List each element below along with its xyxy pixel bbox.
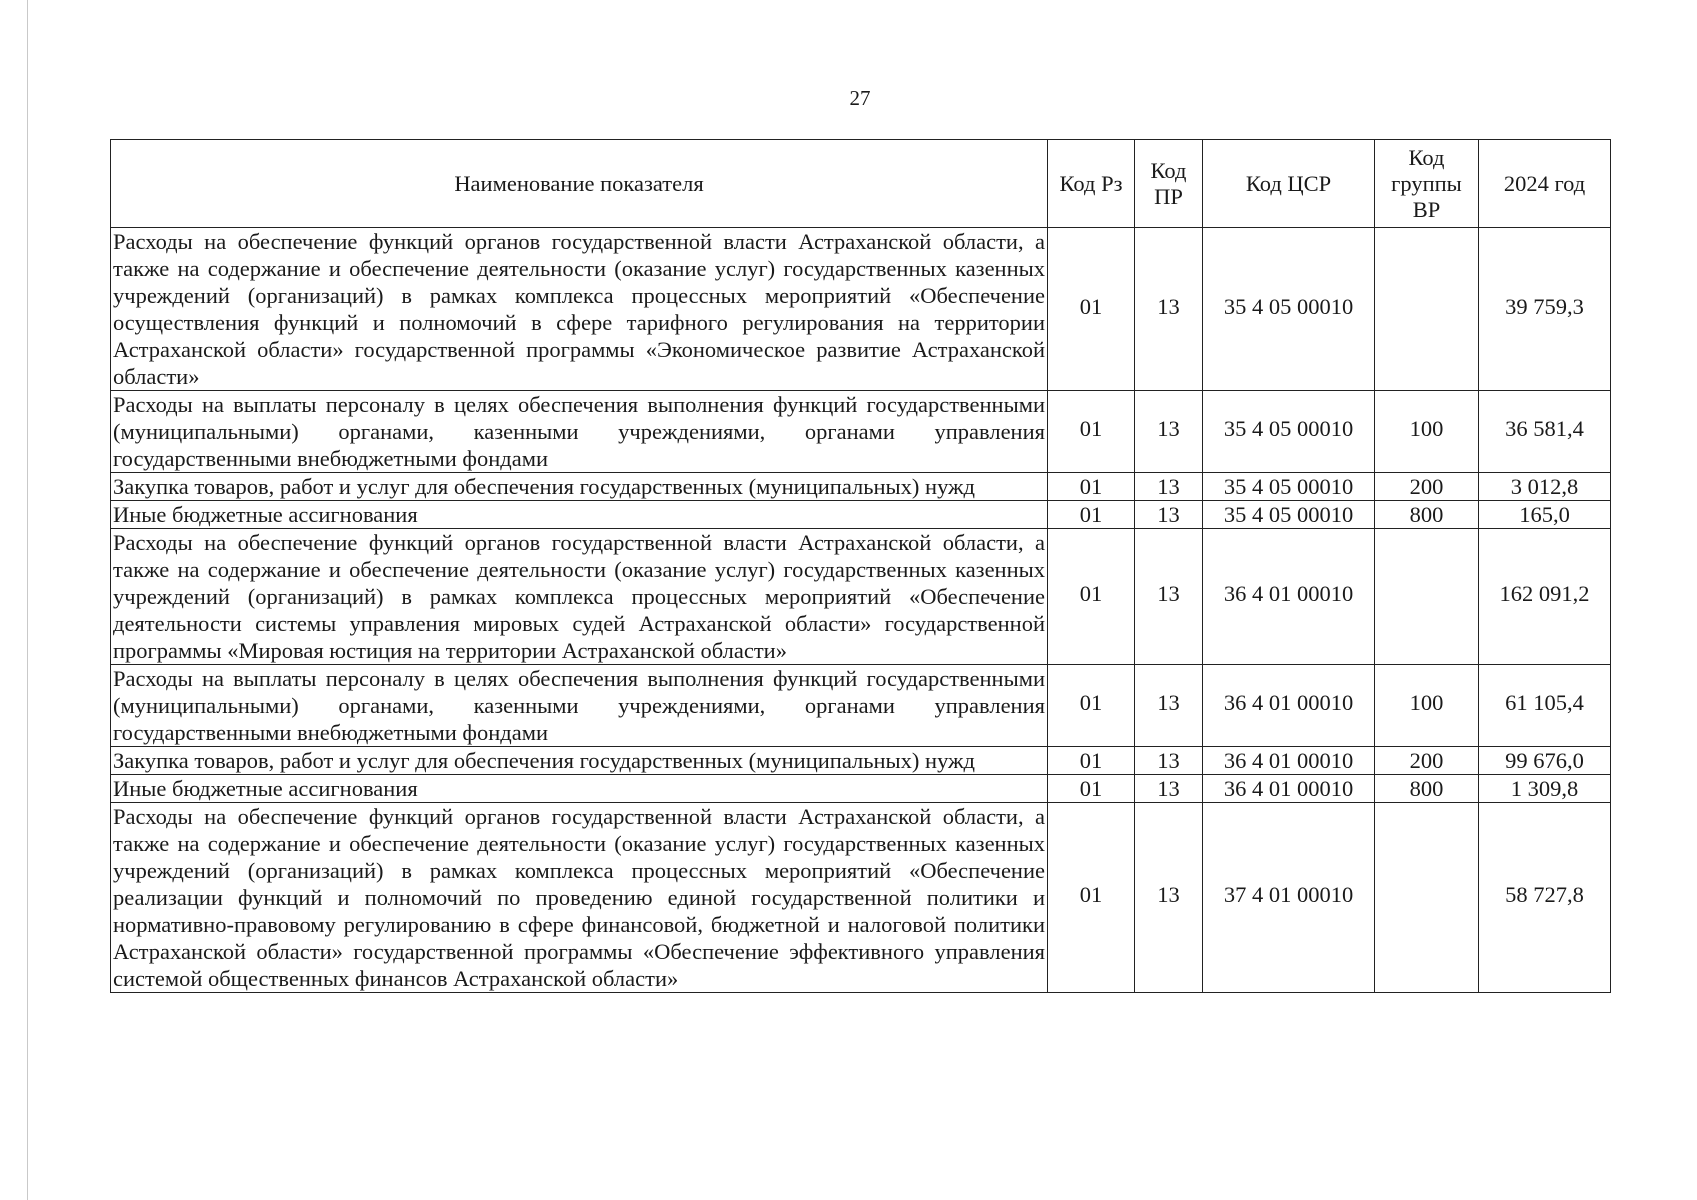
table-row [111, 529, 1611, 665]
row-pr: 13 [1135, 501, 1203, 529]
table-row [111, 473, 1611, 501]
row-name: Иные бюджетные ассигнования [111, 501, 1048, 529]
row-csr: 37 4 01 00010 [1203, 803, 1375, 993]
row-amount: 39 759,3 [1479, 228, 1611, 391]
row-name: Закупка товаров, работ и услуг для обеспечения государственных (муниципальных) нужд [111, 473, 1048, 501]
row-csr: 36 4 01 00010 [1203, 747, 1375, 775]
row-name: Расходы на обеспечение функций органов государственной власти Астраханской области, а также на содержание и обеспечение деятельности (оказание услуг) государственных казенных учреждений (организаций) в рамках комплекса процессных мероприятий «Обеспечение осуществления функций и полномочий в сфере тарифного регулирования на территории Астраханской области» государственной программы «Экономическое развитие Астраханской области» [111, 228, 1048, 391]
row-name: Закупка товаров, работ и услуг для обеспечения государственных (муниципальных) нужд [111, 747, 1048, 775]
row-csr: 35 4 05 00010 [1203, 228, 1375, 391]
row-vr: 800 [1375, 501, 1479, 529]
row-vr [1375, 529, 1479, 665]
row-rz: 01 [1048, 803, 1135, 993]
scan-edge-line [27, 0, 28, 1200]
table-row [111, 501, 1611, 529]
row-vr: 100 [1375, 665, 1479, 747]
row-amount: 165,0 [1479, 501, 1611, 529]
header-year: 2024 год [1479, 140, 1611, 228]
row-amount: 36 581,4 [1479, 391, 1611, 473]
row-pr: 13 [1135, 473, 1203, 501]
row-csr: 35 4 05 00010 [1203, 501, 1375, 529]
header-pr-code: Код ПР [1135, 140, 1203, 228]
row-pr: 13 [1135, 228, 1203, 391]
row-rz: 01 [1048, 747, 1135, 775]
row-amount: 1 309,8 [1479, 775, 1611, 803]
row-pr: 13 [1135, 775, 1203, 803]
row-rz: 01 [1048, 665, 1135, 747]
row-vr: 100 [1375, 391, 1479, 473]
header-name: Наименование показателя [111, 140, 1048, 228]
header-vr-code: Код группы ВР [1375, 140, 1479, 228]
budget-table [110, 139, 1611, 993]
row-name: Расходы на обеспечение функций органов государственной власти Астраханской области, а также на содержание и обеспечение деятельности (оказание услуг) государственных казенных учреждений (организаций) в рамках комплекса процессных мероприятий «Обеспечение деятельности системы управления мировых судей Астраханской области» государственной программы «Мировая юстиция на территории Астраханской области» [111, 529, 1048, 665]
row-name: Иные бюджетные ассигнования [111, 775, 1048, 803]
row-rz: 01 [1048, 228, 1135, 391]
row-vr [1375, 228, 1479, 391]
row-vr: 200 [1375, 747, 1479, 775]
row-vr: 200 [1375, 473, 1479, 501]
table-row [111, 665, 1611, 747]
table-row [111, 803, 1611, 993]
row-name: Расходы на выплаты персоналу в целях обеспечения выполнения функций государственными (муниципальными) органами, казенными учреждениями, органами управления государственными внебюджетными фондами [111, 391, 1048, 473]
row-amount: 3 012,8 [1479, 473, 1611, 501]
row-amount: 162 091,2 [1479, 529, 1611, 665]
row-rz: 01 [1048, 501, 1135, 529]
row-vr [1375, 803, 1479, 993]
row-pr: 13 [1135, 391, 1203, 473]
row-vr: 800 [1375, 775, 1479, 803]
row-name: Расходы на выплаты персоналу в целях обеспечения выполнения функций государственными (муниципальными) органами, казенными учреждениями, органами управления государственными внебюджетными фондами [111, 665, 1048, 747]
row-amount: 61 105,4 [1479, 665, 1611, 747]
table-row [111, 775, 1611, 803]
row-csr: 35 4 05 00010 [1203, 473, 1375, 501]
row-csr: 36 4 01 00010 [1203, 665, 1375, 747]
table-row [111, 228, 1611, 391]
table-header-row [111, 140, 1611, 228]
table-row [111, 391, 1611, 473]
row-pr: 13 [1135, 747, 1203, 775]
header-csr-code: Код ЦСР [1203, 140, 1375, 228]
row-rz: 01 [1048, 529, 1135, 665]
row-csr: 36 4 01 00010 [1203, 775, 1375, 803]
row-rz: 01 [1048, 473, 1135, 501]
row-rz: 01 [1048, 775, 1135, 803]
row-pr: 13 [1135, 665, 1203, 747]
table-row [111, 747, 1611, 775]
row-amount: 58 727,8 [1479, 803, 1611, 993]
row-csr: 35 4 05 00010 [1203, 391, 1375, 473]
page-number: 27 [849, 86, 871, 110]
row-pr: 13 [1135, 529, 1203, 665]
row-csr: 36 4 01 00010 [1203, 529, 1375, 665]
header-rz-code: Код Рз [1048, 140, 1135, 228]
row-name: Расходы на обеспечение функций органов государственной власти Астраханской области, а также на содержание и обеспечение деятельности (оказание услуг) государственных казенных учреждений (организаций) в рамках комплекса процессных мероприятий «Обеспечение реализации функций и полномочий по проведению единой государственной политики и нормативно-правовому регулированию в сфере финансовой, бюджетной и налоговой политики Астраханской области» государственной программы «Обеспечение эффективного управления системой общественных финансов Астраханской области» [111, 803, 1048, 993]
row-amount: 99 676,0 [1479, 747, 1611, 775]
row-pr: 13 [1135, 803, 1203, 993]
row-rz: 01 [1048, 391, 1135, 473]
